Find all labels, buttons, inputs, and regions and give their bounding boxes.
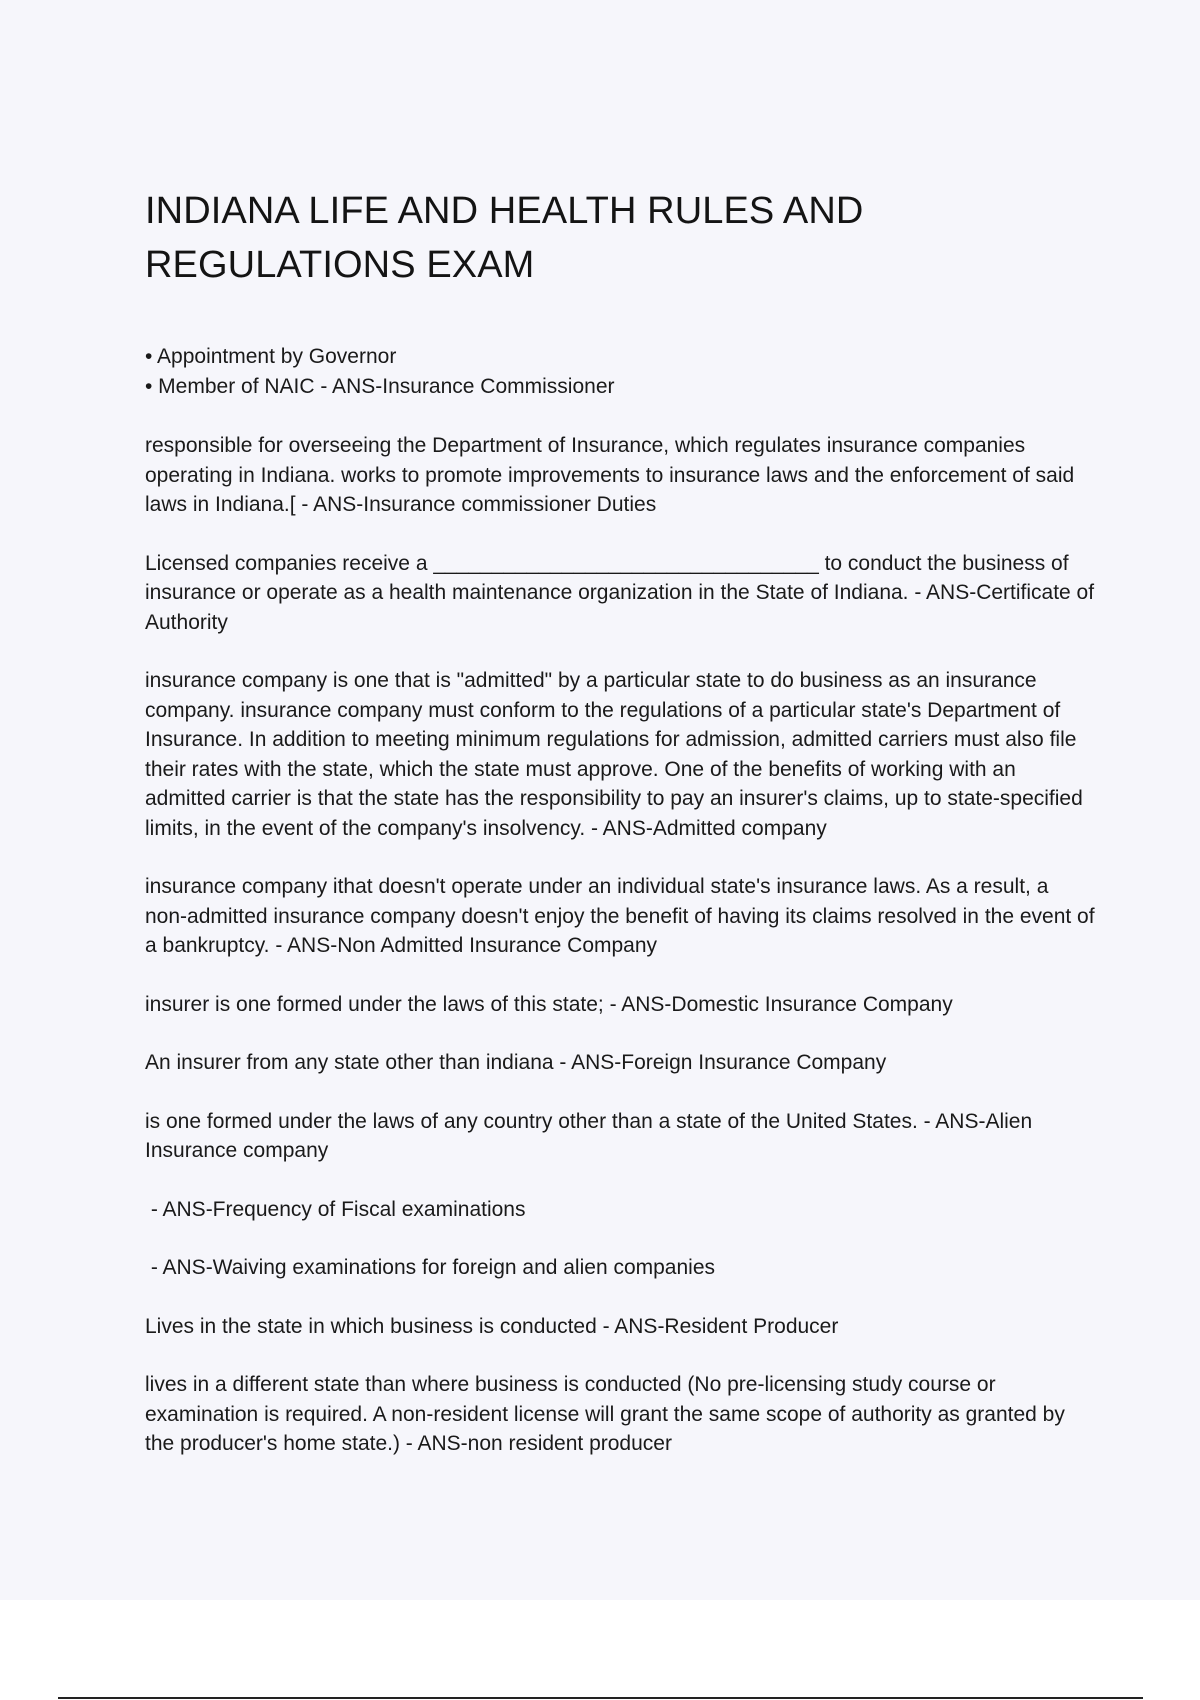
- document-content: [145, 184, 1095, 1488]
- qa-entry: [145, 1312, 1095, 1342]
- qa-entry-text: insurer is one formed under the laws of this state; - ANS-Domestic Insurance Company: [145, 992, 953, 1016]
- qa-entry-text: - ANS-Frequency of Fiscal examinations: [145, 1197, 526, 1221]
- qa-entry-text: insurance company is one that is "admitted" by a particular state to do business as an insurance company. insurance company must conform to the regulations of a particular state's Department of Insurance. In addition to meeting minimum regulations for admission, admitted carriers must also file their rates with the state, which the state must approve. One of the benefits of working with an admitted carrier is that the state has the responsibility to pay an insurer's claims, up to state-specified limits, in the event of the company's insolvency. - ANS-Admitted company: [145, 669, 1083, 840]
- qa-entry: [145, 990, 1095, 1020]
- qa-entry-text: lives in a different state than where business is conducted (No pre-licensing study course or examination is required. A non-resident license will grant the same scope of authority as granted by the producer's home state.) - ANS-non resident producer: [145, 1373, 1065, 1455]
- qa-entry-text: is one formed under the laws of any country other than a state of the United States. - ANS-Alien Insurance company: [145, 1109, 1033, 1162]
- qa-entry: [145, 1107, 1095, 1166]
- qa-entry: [145, 1048, 1095, 1078]
- qa-entry-text: Licensed companies receive a _________________________________ to conduct the business of insurance or operate as a health maintenance organization in the State of Indiana. - ANS-Certificate of Authority: [145, 551, 1095, 634]
- document-title: INDIANA LIFE AND HEALTH RULES AND REGULATIONS EXAM: [145, 190, 864, 286]
- qa-entry: [145, 666, 1095, 843]
- qa-entry: [145, 549, 1095, 638]
- bullet-item: • Appointment by Governor: [145, 345, 397, 368]
- qa-entry-text: responsible for overseeing the Department of Insurance, which regulates insurance companies operating in Indiana. works to promote improvements to insurance laws and the enforcement of said laws in Indiana.[ - ANS-Insurance commissioner Duties: [145, 434, 1075, 516]
- qa-entry: [145, 872, 1095, 961]
- qa-entry: [145, 1253, 1095, 1283]
- bullet-item: • Member of NAIC - ANS-Insurance Commissioner: [145, 375, 615, 398]
- qa-entry-text: - ANS-Waiving examinations for foreign and alien companies: [145, 1256, 716, 1279]
- qa-entry-text: Lives in the state in which business is conducted - ANS-Resident Producer: [145, 1314, 839, 1338]
- qa-entry-text: insurance company ithat doesn't operate under an individual state's insurance laws. As a result, a non-admitted insurance company doesn't enjoy the benefit of having its claims resolved in the event of a bankruptcy. - ANS-Non Admitted Insurance Company: [145, 875, 1095, 957]
- qa-entry: [145, 1195, 1095, 1225]
- qa-entry-text: An insurer from any state other than indiana - ANS-Foreign Insurance Company: [145, 1051, 887, 1074]
- footer-divider: [58, 1697, 1143, 1699]
- bullet-list: [145, 342, 1095, 402]
- qa-entry: [145, 431, 1095, 520]
- qa-entry: [145, 1370, 1095, 1459]
